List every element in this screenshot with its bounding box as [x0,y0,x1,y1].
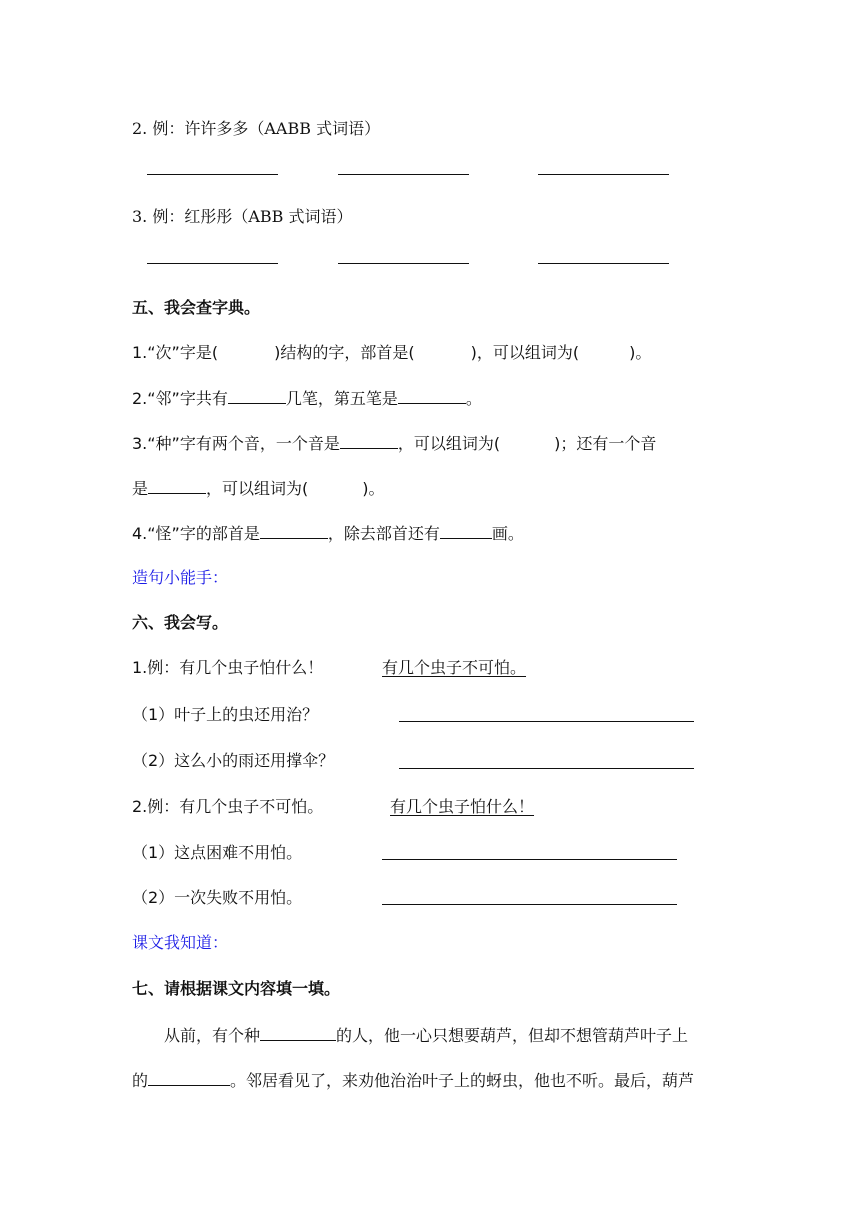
answer-blank[interactable] [538,263,669,264]
answer-blank[interactable] [440,522,492,539]
section-5-item-4 [132,522,524,545]
text-segment: )结构的字，部首是( [274,343,415,362]
text-segment: 画。 [491,524,524,543]
section-7-title: 七、请根据课文内容填一填。 [132,979,341,998]
answer-blank[interactable] [338,263,469,264]
section-6-example-1 [132,657,323,679]
section-5-item-2 [132,387,482,410]
answer-blank[interactable] [148,1069,230,1086]
answer-blank[interactable] [147,174,278,175]
example-answer: 有几个虫子不可怕。 [382,658,527,677]
answer-blank[interactable] [382,904,677,905]
exercise-item: （2）这么小的雨还用撑伞？ [132,751,335,770]
heading-text-knowledge: 课文我知道： [132,933,229,952]
answer-blank[interactable] [399,768,694,769]
answer-blank[interactable] [147,263,278,264]
text-segment: 的人，他一心只想要葫芦，但却不想管葫芦叶子上 [336,1026,689,1045]
text-segment: )。 [362,479,385,498]
exercise-item: （1）这点困难不用怕。 [132,843,303,862]
text-segment: 。邻居看见了，来劝他治治叶子上的蚜虫，他也不听。最后，葫芦 [230,1071,695,1090]
section-6-example-2 [132,796,323,818]
text-segment: ，可以组词为( [397,434,501,453]
section-7-paragraph-line-2 [132,1069,694,1092]
answer-blank[interactable] [398,387,466,404]
example-prompt: 2.例：有几个虫子不可怕。 [132,797,324,816]
text-segment: ，可以组词为( [206,479,309,498]
text-segment: ，除去部首还有 [327,524,440,543]
heading-sentence-making: 造句小能手： [132,568,229,587]
answer-blank[interactable] [338,174,469,175]
text-segment: 的 [132,1071,149,1090]
example-answer: 有几个虫子怕什么！ [390,797,535,816]
exercise-item: （2）一次失败不用怕。 [132,888,303,907]
answer-blank[interactable] [382,859,677,860]
text-segment: 1.“次”字是( [132,343,219,362]
answer-blank[interactable] [228,387,286,404]
exercise-item: （1）叶子上的虫还用治？ [132,705,319,724]
text-segment: 从前，有个种 [164,1026,261,1045]
section-6-title: 六、我会写。 [132,613,229,632]
text-segment: )，可以组词为( [470,343,580,362]
text-segment: )；还有一个音 [554,434,657,453]
section-5-title: 五、我会查字典。 [132,298,261,317]
section-5-item-1 [132,342,651,364]
example-prompt: 1.例：有几个虫子怕什么！ [132,658,324,677]
text-segment: 几笔，第五笔是 [285,389,398,408]
text-segment: )。 [629,343,652,362]
section-5-item-3-cont [132,477,385,500]
section-5-item-3 [132,432,656,455]
answer-blank[interactable] [340,432,398,449]
answer-blank[interactable] [538,174,669,175]
question-3-label: 3. 例：红彤彤（ABB 式词语） [132,207,353,226]
answer-blank[interactable] [260,1024,336,1041]
answer-blank[interactable] [260,522,328,539]
text-segment: 。 [465,389,482,408]
text-segment: 4.“怪”字的部首是 [132,524,260,543]
text-segment: 2.“邻”字共有 [132,389,228,408]
answer-blank[interactable] [399,721,694,722]
section-7-paragraph-line-1 [164,1024,688,1047]
text-segment: 3.“种”字有两个音，一个音是 [132,434,340,453]
question-2-label: 2. 例：许许多多（AABB 式词语） [132,119,381,138]
answer-blank[interactable] [148,477,206,494]
text-segment: 是 [132,479,149,498]
